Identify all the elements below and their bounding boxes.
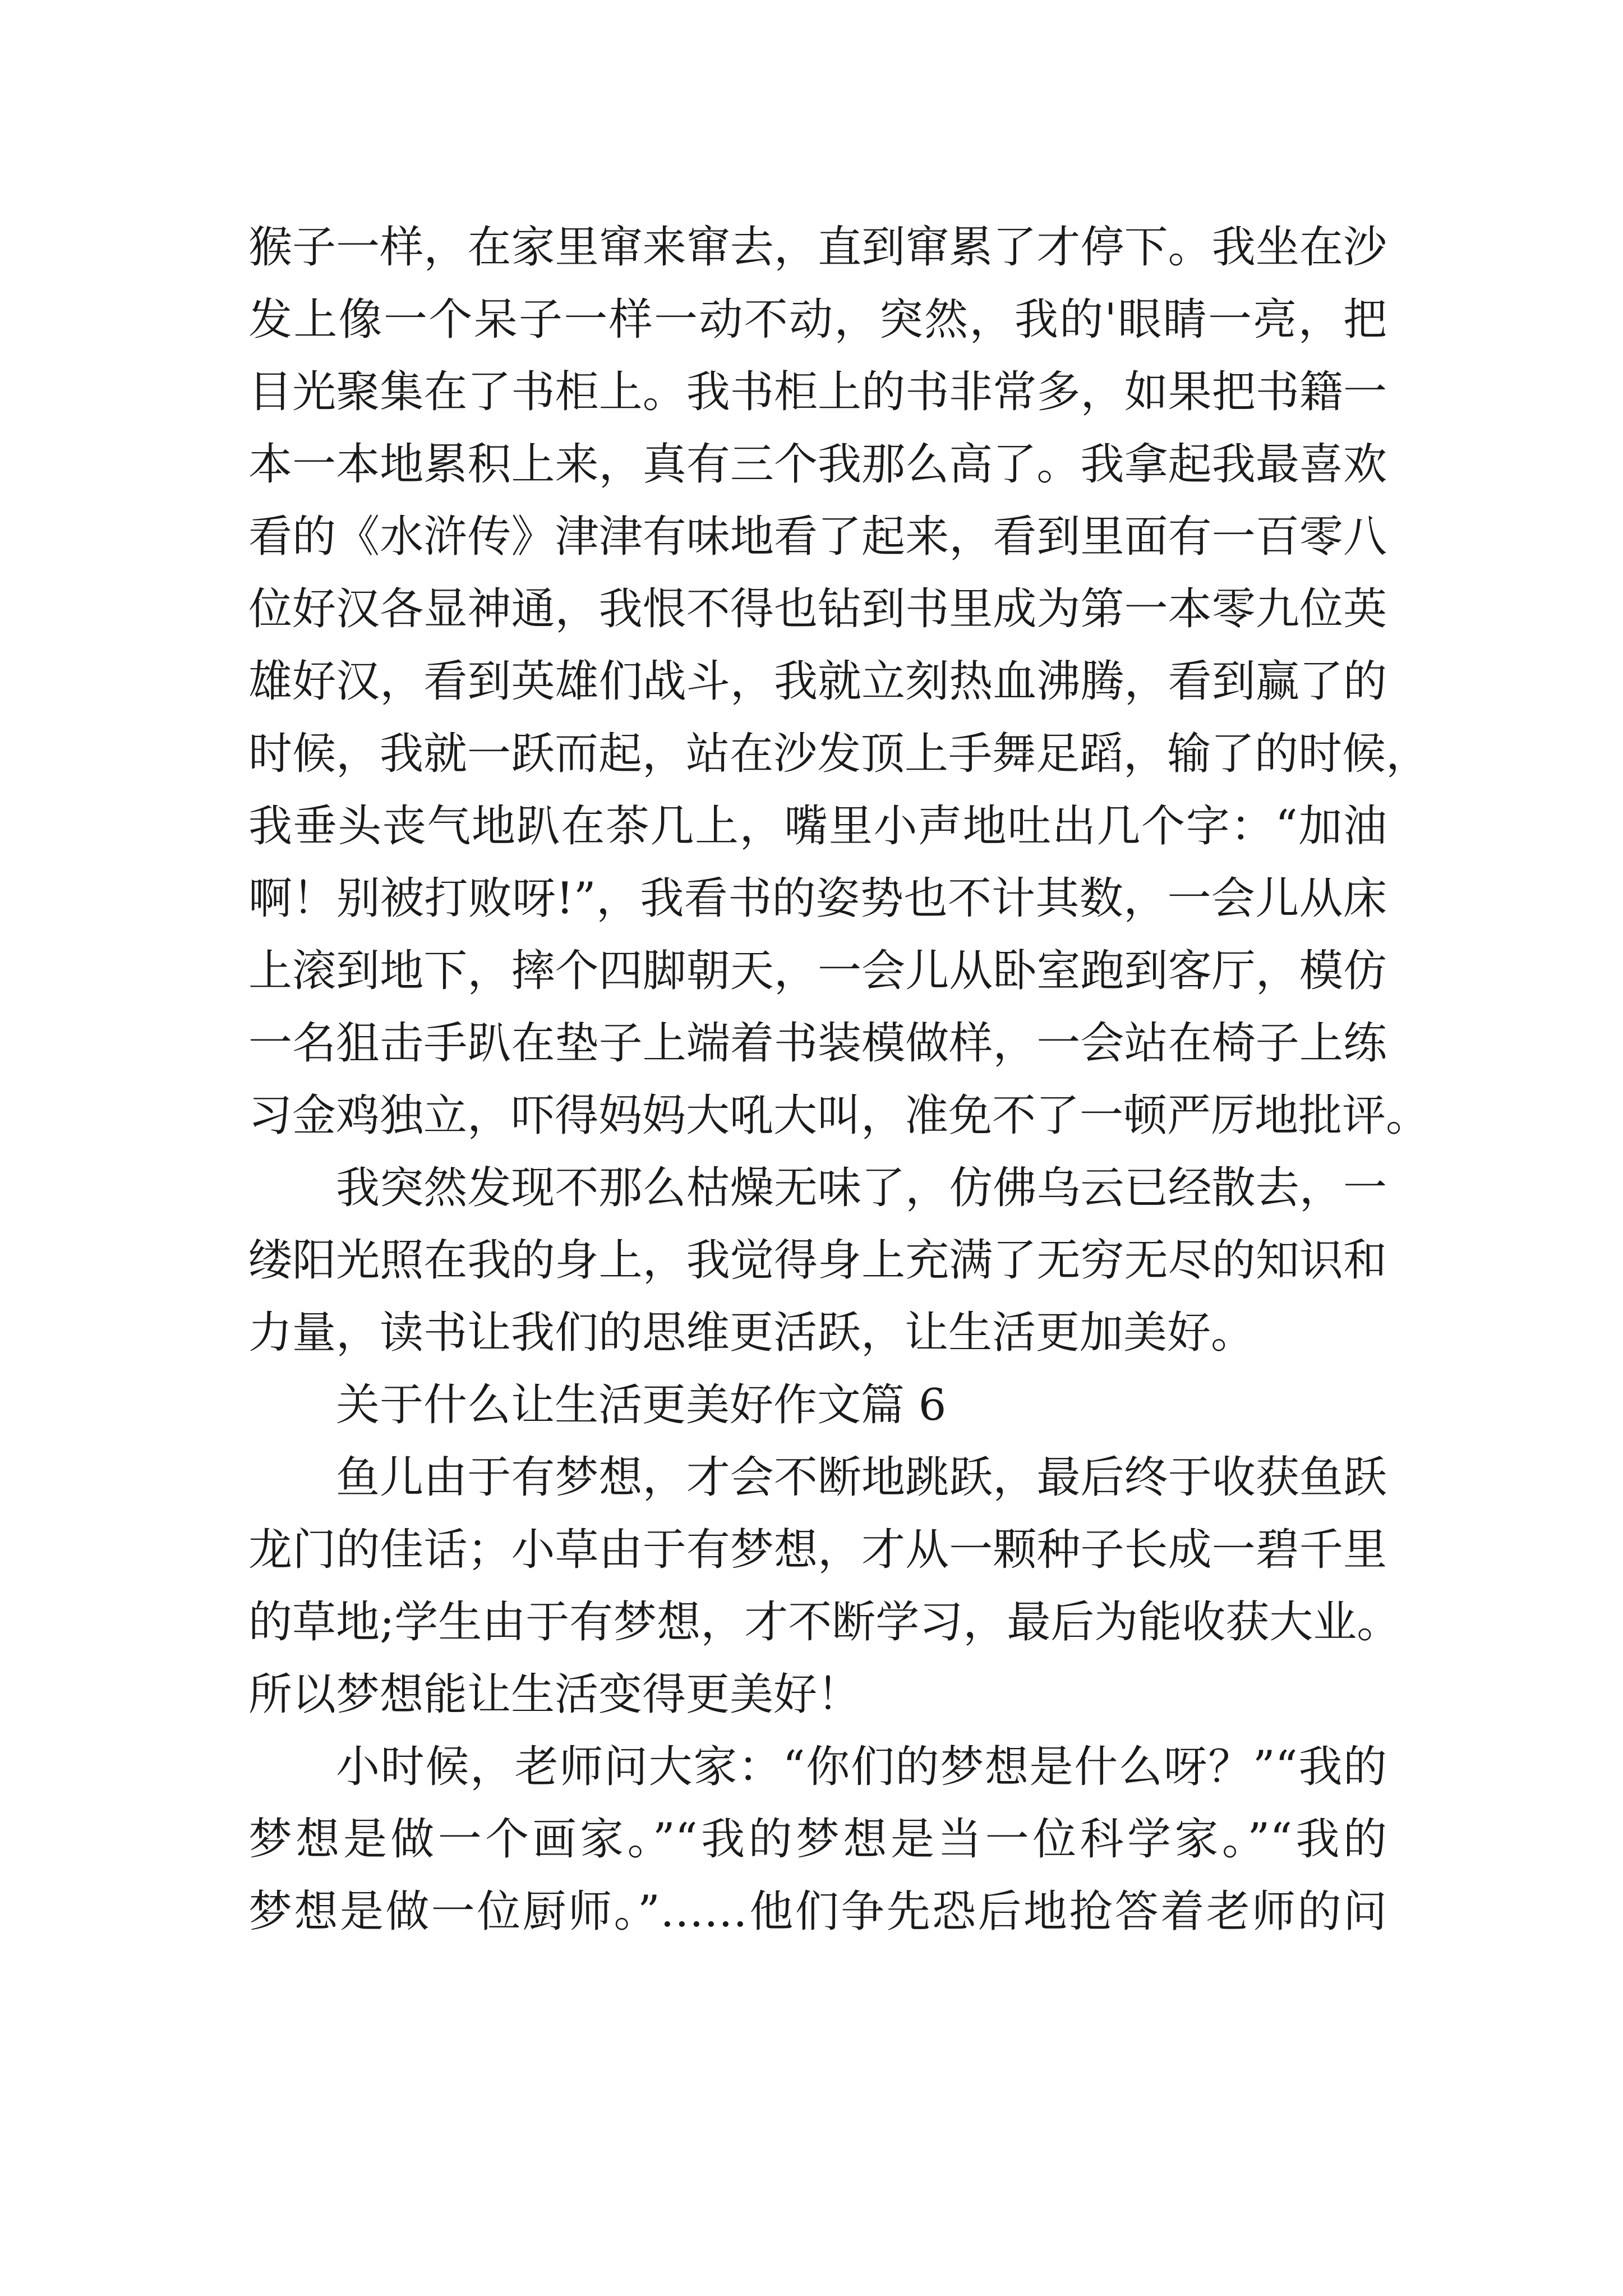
text-line: 上滚到地下，摔个四脚朝天，一会儿从卧室跑到客厅，模仿 [248, 946, 1387, 996]
text-line: 猴子一样，在家里窜来窜去，直到窜累了才停下。我坐在沙 [248, 222, 1387, 273]
text-line: 目光聚集在了书柜上。我书柜上的书非常多，如果把书籍一 [248, 367, 1387, 417]
text-line: 发上像一个呆子一样一动不动，突然，我的'眼睛一亮，把 [248, 295, 1387, 345]
text-line: 一名狙击手趴在垫子上端着书装模做样，一会站在椅子上练 [248, 1018, 1387, 1069]
text-line: 梦想是做一位厨师。”……他们争先恐后地抢答着老师的问 [248, 1887, 1387, 1937]
text-line: 啊！别被打败呀!”，我看书的姿势也不计其数，一会儿从床 [248, 873, 1387, 924]
text-line: 时候，我就一跃而起，站在沙发顶上手舞足蹈，输了的时候， [248, 729, 1430, 779]
paragraph-first-line: 我突然发现不那么枯燥无味了，仿佛乌云已经散去，一 [336, 1163, 1387, 1213]
text-line: 位好汉各显神通，我恨不得也钻到书里成为第一本零九位英 [248, 584, 1387, 634]
text-line: 龙门的佳话；小草由于有梦想，才从一颗种子长成一碧千里 [248, 1525, 1387, 1575]
text-line: 的草地;学生由于有梦想，才不断学习，最后为能收获大业。 [248, 1597, 1401, 1648]
text-line: 所以梦想能让生活变得更美好！ [248, 1669, 861, 1720]
text-line: 缕阳光照在我的身上，我觉得身上充满了无穷无尽的知识和 [248, 1235, 1387, 1286]
text-line: 本一本地累积上来，真有三个我那么高了。我拿起我最喜欢 [248, 439, 1387, 490]
text-line: 力量，读书让我们的思维更活跃，让生活更加美好。 [248, 1308, 1255, 1358]
text-line: 我垂头丧气地趴在茶几上，嘴里小声地吐出几个字：“加油 [248, 801, 1387, 852]
section-heading: 关于什么让生活更美好作文篇 6 [336, 1380, 947, 1430]
paragraph-first-line: 小时候，老师问大家：“你们的梦想是什么呀？”“我的 [336, 1742, 1387, 1792]
text-line: 雄好汉，看到英雄们战斗，我就立刻热血沸腾，看到赢了的 [248, 656, 1387, 707]
text-line: 梦想是做一个画家。”“我的梦想是当一位科学家。”“我的 [248, 1814, 1387, 1865]
paragraph-first-line: 鱼儿由于有梦想，才会不断地跳跃，最后终于收获鱼跃 [336, 1452, 1387, 1503]
text-line: 看的《水浒传》津津有味地看了起来，看到里面有一百零八 [248, 512, 1387, 562]
text-line: 习金鸡独立，吓得妈妈大吼大叫，准免不了一顿严厉地批评。 [248, 1091, 1430, 1141]
